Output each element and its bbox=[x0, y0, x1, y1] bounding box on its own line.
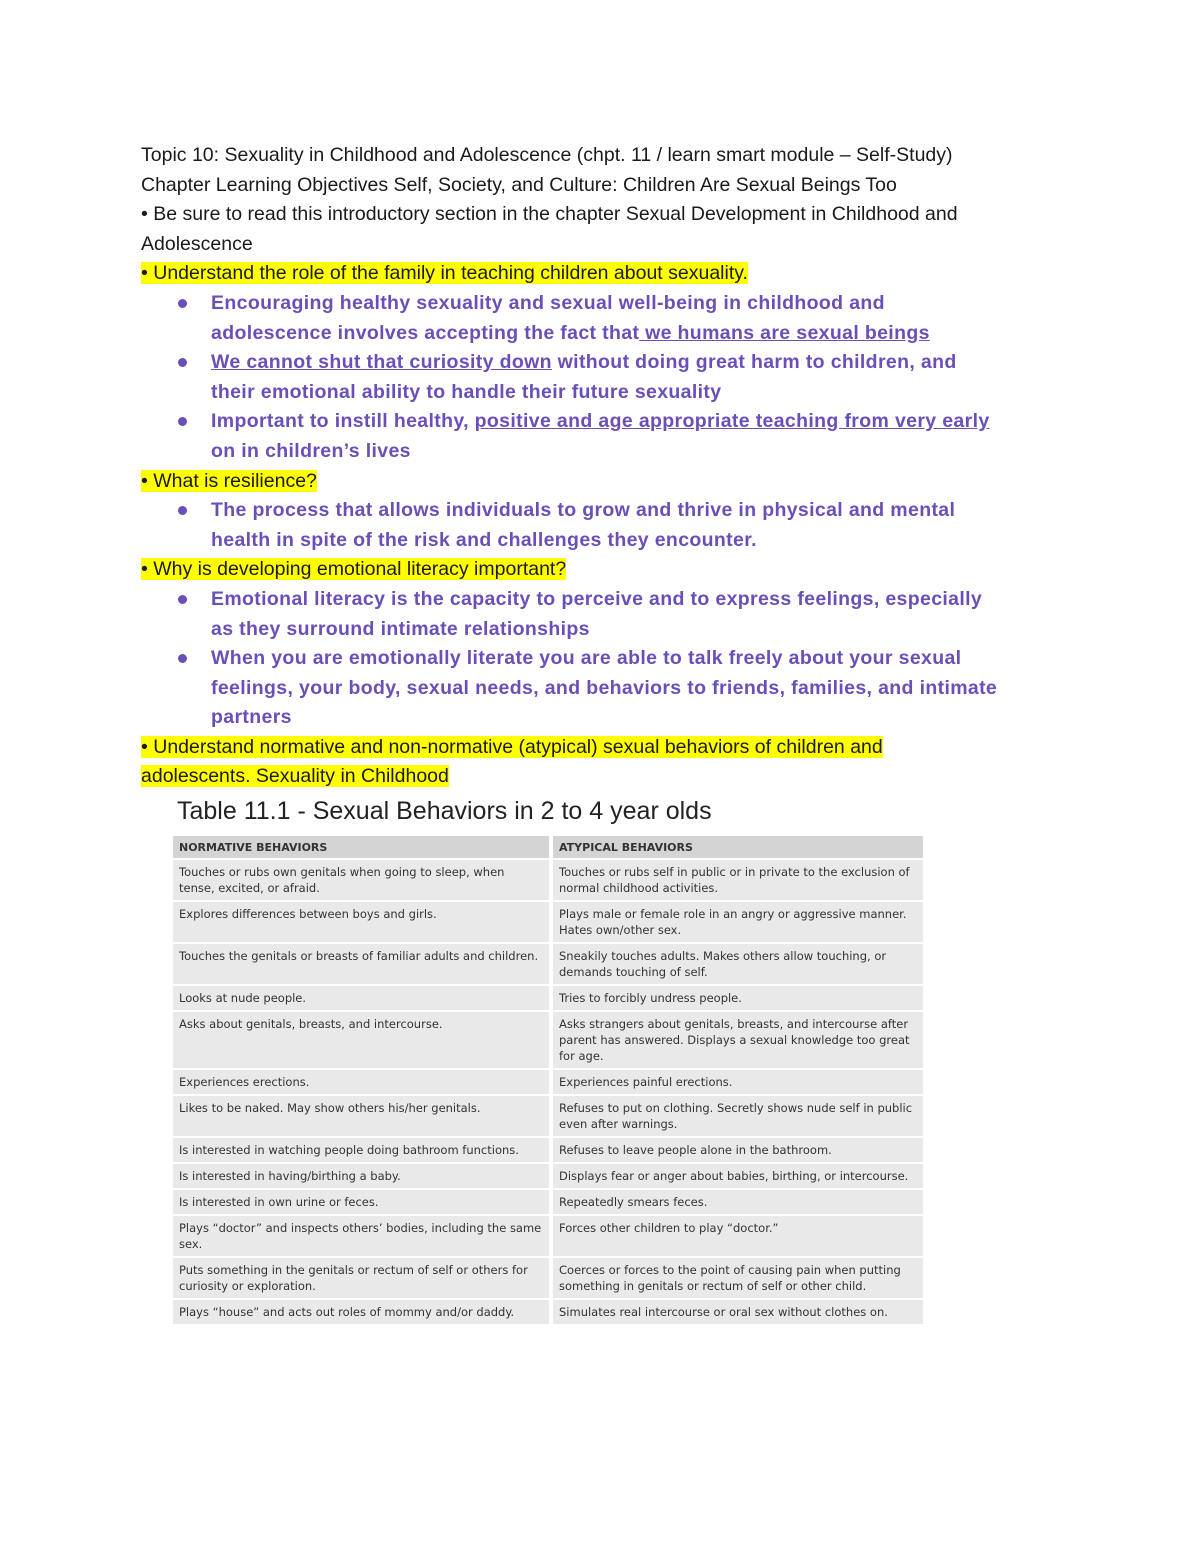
table-row bbox=[173, 944, 923, 984]
atypical-cell: Forces other children to play “doctor.” bbox=[553, 1216, 923, 1256]
column-header-atypical: ATYPICAL BEHAVIORS bbox=[553, 836, 923, 858]
highlight: • Understand the role of the family in teaching children about sexuality. bbox=[141, 262, 748, 285]
normative-cell: Looks at nude people. bbox=[173, 986, 553, 1010]
atypical-cell: Plays male or female role in an angry or aggressive manner. Hates own/other sex. bbox=[553, 902, 923, 942]
bullet-icon bbox=[178, 358, 187, 367]
column-header-normative: NORMATIVE BEHAVIORS bbox=[173, 836, 553, 858]
family-bullets bbox=[141, 289, 1061, 467]
normative-cell: Likes to be naked. May show others his/her genitals. bbox=[173, 1096, 553, 1136]
table-row bbox=[173, 1300, 923, 1324]
atypical-cell: Touches or rubs self in public or in private to the exclusion of normal childhood activities. bbox=[553, 860, 923, 900]
normative-cell: Is interested in watching people doing bathroom functions. bbox=[173, 1138, 553, 1162]
atypical-cell: Simulates real intercourse or oral sex without clothes on. bbox=[553, 1300, 923, 1324]
normative-cell: Asks about genitals, breasts, and intercourse. bbox=[173, 1012, 553, 1068]
atypical-cell: Refuses to put on clothing. Secretly shows nude self in public even after warnings. bbox=[553, 1096, 923, 1136]
objective-normative-cont bbox=[141, 762, 1061, 792]
table-row bbox=[173, 1258, 923, 1298]
table-row bbox=[173, 1190, 923, 1214]
atypical-cell: Refuses to leave people alone in the bathroom. bbox=[553, 1138, 923, 1162]
list-item bbox=[141, 348, 1061, 407]
atypical-cell: Tries to forcibly undress people. bbox=[553, 986, 923, 1010]
emotional-literacy-bullets bbox=[141, 585, 1061, 733]
bullet-text: When you are emotionally literate you are able to talk freely about your sexual bbox=[211, 647, 962, 670]
normative-cell: Touches or rubs own genitals when going to sleep, when tense, excited, or afraid. bbox=[173, 860, 553, 900]
table-row bbox=[173, 902, 923, 942]
list-item bbox=[141, 644, 1061, 733]
table-row bbox=[173, 1216, 923, 1256]
topic-heading: Topic 10: Sexuality in Childhood and Adolescence (chpt. 11 / learn smart module – Self-Study) bbox=[141, 144, 953, 166]
list-item bbox=[141, 585, 1061, 644]
normative-cell: Is interested in having/birthing a baby. bbox=[173, 1164, 553, 1188]
table-body bbox=[173, 860, 923, 1324]
table-title: Table 11.1 - Sexual Behaviors in 2 to 4 year olds bbox=[177, 797, 712, 825]
table-row bbox=[173, 986, 923, 1010]
document-body bbox=[141, 141, 1061, 792]
objective-emotional-literacy bbox=[141, 555, 1061, 585]
underlined-text: We cannot shut that curiosity down bbox=[211, 351, 552, 374]
atypical-cell: Coerces or forces to the point of causing pain when putting something in genitals or rectum of self or other child. bbox=[553, 1258, 923, 1298]
atypical-cell: Asks strangers about genitals, breasts, and intercourse after parent has answered. Displays a sexual knowledge too great for age. bbox=[553, 1012, 923, 1068]
table-row bbox=[173, 1164, 923, 1188]
bullet-text: as they surround intimate relationships bbox=[211, 617, 590, 640]
underlined-text: positive and age appropriate teaching from very early bbox=[474, 410, 990, 433]
highlight: • Why is developing emotional literacy important? bbox=[141, 558, 567, 581]
bullet-text: partners bbox=[211, 706, 292, 729]
bullet-icon bbox=[178, 595, 187, 604]
normative-cell: Explores differences between boys and girls. bbox=[173, 902, 553, 942]
behaviors-table bbox=[173, 834, 923, 1326]
bullet-text: health in spite of the risk and challenges they encounter. bbox=[211, 528, 757, 551]
objective-family bbox=[141, 259, 1061, 289]
bullet-text: their emotional ability to handle their future sexuality bbox=[211, 380, 722, 403]
bullet-icon bbox=[178, 506, 187, 515]
objective-normative bbox=[141, 733, 1061, 763]
atypical-cell: Repeatedly smears feces. bbox=[553, 1190, 923, 1214]
bullet-text: feelings, your body, sexual needs, and behaviors to friends, families, and intimate bbox=[211, 676, 998, 699]
bullet-text: without doing great harm to children, and bbox=[551, 351, 957, 374]
intro-note-cont: Adolescence bbox=[141, 232, 253, 255]
normative-cell: Is interested in own urine or feces. bbox=[173, 1190, 553, 1214]
normative-cell: Plays “doctor” and inspects others’ bodies, including the same sex. bbox=[173, 1216, 553, 1256]
table-row bbox=[173, 1096, 923, 1136]
bullet-icon bbox=[178, 654, 187, 663]
underlined-text: we humans are sexual beings bbox=[639, 321, 930, 344]
bullet-text: Emotional literacy is the capacity to perceive and to express feelings, especially bbox=[211, 587, 983, 610]
highlight: adolescents. Sexuality in Childhood bbox=[141, 765, 449, 788]
bullet-text: adolescence involves accepting the fact that bbox=[211, 321, 640, 344]
atypical-cell: Experiences painful erections. bbox=[553, 1070, 923, 1094]
bullet-icon bbox=[178, 299, 187, 308]
normative-cell: Touches the genitals or breasts of familiar adults and children. bbox=[173, 944, 553, 984]
list-item bbox=[141, 496, 1061, 555]
list-item bbox=[141, 407, 1061, 466]
atypical-cell: Sneakily touches adults. Makes others allow touching, or demands touching of self. bbox=[553, 944, 923, 984]
bullet-text: on in children’s lives bbox=[211, 439, 411, 462]
table-row bbox=[173, 1070, 923, 1094]
intro-note: • Be sure to read this introductory section in the chapter Sexual Development in Childhood and bbox=[141, 203, 958, 226]
highlight: • What is resilience? bbox=[141, 469, 317, 492]
bullet-icon bbox=[178, 417, 187, 426]
normative-cell: Plays “house” and acts out roles of mommy and/or daddy. bbox=[173, 1300, 553, 1324]
objective-resilience bbox=[141, 467, 1061, 497]
table-row bbox=[173, 1012, 923, 1068]
bullet-text: Important to instill healthy, bbox=[211, 410, 475, 433]
list-item bbox=[141, 289, 1061, 348]
highlight: • Understand normative and non-normative (atypical) sexual behaviors of children and bbox=[141, 735, 883, 758]
resilience-bullets bbox=[141, 496, 1061, 555]
bullet-text: Encouraging healthy sexuality and sexual well-being in childhood and bbox=[211, 291, 885, 314]
normative-cell: Puts something in the genitals or rectum of self or others for curiosity or exploration. bbox=[173, 1258, 553, 1298]
normative-cell: Experiences erections. bbox=[173, 1070, 553, 1094]
objectives-heading: Chapter Learning Objectives Self, Society, and Culture: Children Are Sexual Beings Too bbox=[141, 173, 897, 196]
bullet-text: The process that allows individuals to grow and thrive in physical and mental bbox=[211, 499, 956, 522]
table-row bbox=[173, 1138, 923, 1162]
table-row bbox=[173, 860, 923, 900]
table-header-row bbox=[173, 836, 923, 858]
atypical-cell: Displays fear or anger about babies, birthing, or intercourse. bbox=[553, 1164, 923, 1188]
